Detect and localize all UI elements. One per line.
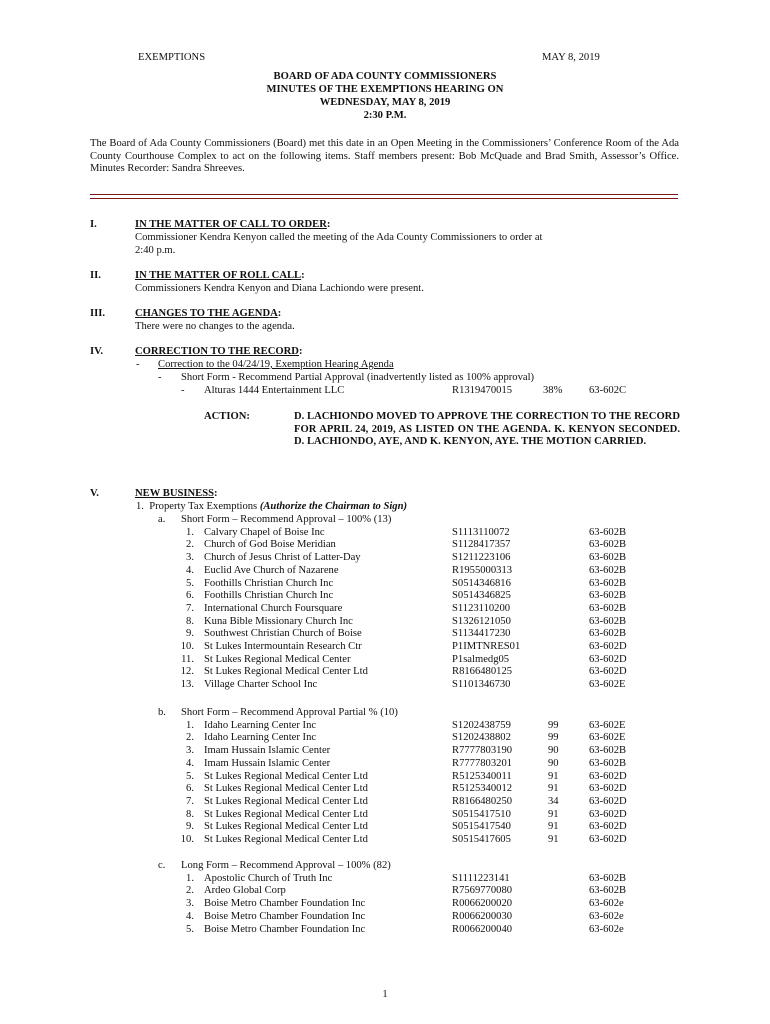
row-code: 63-602B [589, 615, 627, 627]
row-number: 9. [186, 821, 194, 833]
row-name: Church of God Boise Meridian [204, 539, 336, 551]
action-label: ACTION: [204, 411, 250, 422]
row-percent: 90 [548, 757, 559, 769]
row-name: St Lukes Regional Medical Center Ltd [204, 821, 368, 833]
row-code: 63-602D [589, 783, 627, 795]
row-number: 13. [180, 679, 194, 691]
row-name: Southwest Christian Church of Boise [204, 628, 362, 640]
row-name: Foothills Christian Church Inc [204, 590, 334, 602]
section-body: There were no changes to the agenda. [135, 321, 295, 332]
row-number: 5. [186, 770, 194, 782]
row-code: 63-602B [589, 757, 627, 769]
correction-item-name: Alturas 1444 Entertainment LLC [204, 385, 345, 396]
row-parcel: S0514346825 [452, 590, 511, 602]
row-name: Imam Hussain Islamic Center [204, 745, 331, 757]
row-number: 2. [186, 885, 194, 897]
row-code: 63-602D [589, 641, 627, 652]
row-code: 63-602B [589, 602, 627, 614]
row-number: 10. [180, 641, 194, 652]
row-name: St Lukes Regional Medical Center Ltd [204, 834, 368, 845]
header-date: MAY 8, 2019 [542, 52, 600, 63]
row-name: Euclid Ave Church of Nazarene [204, 564, 339, 576]
row-name: International Church Foursquare [204, 602, 343, 614]
row-parcel: R7569770080 [452, 885, 513, 897]
row-name: Church of Jesus Christ of Latter-Day [204, 552, 361, 564]
row-name: Village Charter School Inc [204, 679, 318, 691]
row-number: 7. [186, 602, 194, 614]
row-percent: 90 [548, 745, 559, 757]
row-parcel: S1101346730 [452, 679, 511, 691]
section-number: V. [90, 488, 99, 499]
row-code: 63-602E [589, 679, 626, 691]
bullet-dash: - [158, 372, 162, 383]
bullet-dash: - [136, 359, 140, 370]
row-code: 63-602B [589, 628, 627, 640]
row-percent: 99 [548, 719, 559, 731]
row-name: Idaho Learning Center Inc [204, 732, 317, 744]
row-parcel: S1326121050 [452, 615, 511, 627]
row-code: 63-602e [589, 910, 624, 922]
correction-line: Correction to the 04/24/19, Exemption Hearing Agenda [158, 359, 394, 370]
row-percent: 99 [548, 732, 559, 744]
row-code: 63-602B [589, 590, 627, 602]
row-number: 8. [186, 615, 194, 627]
row-code: 63-602B [589, 539, 627, 551]
row-code: 63-602D [589, 821, 627, 833]
intro-paragraph: The Board of Ada County Commissioners (Board) met this date in an Open Meeting in the Commissioners’ Conference Room of the Ada County Courthouse Complex to act on the following items. Staff members present: Bob McQuade and Brad Smith, Assessor’s Office. Minutes Recorder: Sandra Shreeves. [90, 138, 679, 175]
title-line: 2:30 P.M. [363, 110, 407, 121]
row-parcel: S1202438802 [452, 732, 511, 744]
row-parcel: R8166480250 [452, 795, 513, 807]
row-number: 4. [186, 757, 194, 769]
row-parcel: S1128417357 [452, 539, 511, 551]
section-heading: NEW BUSINESS: [135, 488, 218, 499]
section-number: I. [90, 219, 97, 230]
row-name: Boise Metro Chamber Foundation Inc [204, 898, 366, 910]
row-parcel: S1123110200 [452, 602, 511, 614]
group-title: Short Form – Recommend Approval – 100% (13) [181, 514, 392, 525]
row-parcel: S0515417510 [452, 808, 511, 820]
row-code: 63-602D [589, 795, 627, 807]
row-parcel: P1salmedg05 [452, 653, 510, 665]
group-title: Long Form – Recommend Approval – 100% (82) [181, 860, 391, 871]
correction-item-pct: 38% [543, 385, 563, 396]
row-number: 3. [186, 552, 194, 564]
row-number: 1. [186, 526, 194, 538]
bullet-dash: - [181, 385, 185, 396]
row-percent: 91 [548, 808, 559, 820]
row-code: 63-602B [589, 526, 627, 538]
row-name: St Lukes Regional Medical Center Ltd [204, 770, 368, 782]
row-percent: 91 [548, 821, 559, 833]
row-code: 63-602B [589, 564, 627, 576]
row-name: Idaho Learning Center Inc [204, 719, 317, 731]
page-number: 1 [382, 989, 388, 1000]
row-number: 5. [186, 577, 194, 589]
row-percent: 91 [548, 783, 559, 795]
row-name: Apostolic Church of Truth Inc [204, 872, 333, 884]
row-code: 63-602D [589, 834, 627, 845]
row-number: 9. [186, 628, 194, 640]
row-number: 12. [180, 666, 194, 678]
row-parcel: S1202438759 [452, 719, 511, 731]
correction-item-parcel: R1319470015 [452, 385, 513, 396]
group-letter: a. [158, 514, 166, 525]
correction-item-code: 63-602C [589, 385, 627, 396]
row-parcel: R0066200040 [452, 923, 513, 935]
section-body: 2:40 p.m. [135, 245, 176, 256]
section-number: III. [90, 308, 106, 319]
row-number: 2. [186, 732, 194, 744]
title-line: BOARD OF ADA COUNTY COMMISSIONERS [273, 71, 497, 82]
section-body: Commissioner Kendra Kenyon called the meeting of the Ada County Commissioners to order at [135, 232, 543, 243]
row-code: 63-602e [589, 898, 624, 910]
row-percent: 91 [548, 770, 559, 782]
row-parcel: R0066200030 [452, 910, 513, 922]
group-title: Short Form – Recommend Approval Partial % (10) [181, 707, 398, 718]
row-name: Calvary Chapel of Boise Inc [204, 526, 325, 538]
row-percent: 34 [548, 795, 559, 807]
row-parcel: R8166480125 [452, 666, 513, 678]
section-number: IV. [90, 346, 104, 357]
row-code: 63-602B [589, 745, 627, 757]
row-code: 63-602B [589, 872, 627, 884]
title-line: WEDNESDAY, MAY 8, 2019 [319, 97, 451, 108]
row-number: 3. [186, 745, 194, 757]
row-name: St Lukes Regional Medical Center Ltd [204, 666, 368, 678]
row-number: 6. [186, 590, 194, 602]
short-form-line: Short Form - Recommend Partial Approval (inadvertently listed as 100% approval) [181, 372, 535, 383]
row-parcel: S1134417230 [452, 628, 511, 640]
title-line: MINUTES OF THE EXEMPTIONS HEARING ON [266, 84, 504, 95]
row-name: Boise Metro Chamber Foundation Inc [204, 923, 366, 935]
row-code: 63-602E [589, 732, 626, 744]
row-parcel: R7777803201 [452, 757, 513, 769]
row-code: 63-602D [589, 770, 627, 782]
row-code: 63-602D [589, 653, 627, 665]
row-code: 63-602B [589, 552, 627, 564]
row-number: 7. [186, 795, 194, 807]
row-parcel: S0515417605 [452, 834, 511, 845]
row-parcel: S0515417540 [452, 821, 511, 833]
row-number: 6. [186, 783, 194, 795]
section-body: Commissioners Kendra Kenyon and Diana Lachiondo were present. [135, 283, 424, 294]
row-parcel: R1955000313 [452, 564, 513, 576]
section-heading: CHANGES TO THE AGENDA: [135, 308, 282, 319]
row-number: 5. [186, 923, 194, 935]
group-letter: b. [158, 707, 166, 718]
row-number: 8. [186, 808, 194, 820]
row-name: St Lukes Regional Medical Center [204, 653, 351, 665]
section-heading: IN THE MATTER OF ROLL CALL: [135, 270, 305, 281]
row-name: Ardeo Global Corp [204, 885, 286, 897]
row-number: 1. [186, 872, 194, 884]
row-parcel: S1211223106 [452, 552, 511, 564]
row-name: St Lukes Regional Medical Center Ltd [204, 795, 368, 807]
row-number: 11. [181, 653, 194, 665]
action-text: D. LACHIONDO MOVED TO APPROVE THE CORRECTION TO THE RECORD FOR APRIL 24, 2019, AS LISTED ON THE AGENDA. K. KENYON SECONDED. D. LACHIONDO, AYE, AND K. KENYON, AYE. THE MOTION CARRIED. [294, 411, 680, 448]
row-number: 4. [186, 564, 194, 576]
header-left: EXEMPTIONS [138, 52, 206, 63]
row-parcel: R5125340011 [452, 770, 512, 782]
row-parcel: S0514346816 [452, 577, 511, 589]
row-code: 63-602B [589, 577, 627, 589]
section-heading: CORRECTION TO THE RECORD: [135, 346, 303, 357]
row-parcel: R5125340012 [452, 783, 513, 795]
property-tax-line: 1. Property Tax Exemptions (Authorize the Chairman to Sign) [136, 501, 408, 512]
row-code: 63-602e [589, 923, 624, 935]
row-code: 63-602B [589, 885, 627, 897]
row-percent: 91 [548, 834, 559, 845]
group-letter: c. [158, 860, 166, 871]
row-name: Kuna Bible Missionary Church Inc [204, 615, 353, 627]
row-number: 2. [186, 539, 194, 551]
row-number: 4. [186, 910, 194, 922]
row-parcel: S1111223141 [452, 872, 510, 884]
row-code: 63-602D [589, 808, 627, 820]
section-heading: IN THE MATTER OF CALL TO ORDER: [135, 219, 331, 230]
row-code: 63-602D [589, 666, 627, 678]
row-name: St Lukes Intermountain Research Ctr [204, 641, 362, 652]
row-name: Boise Metro Chamber Foundation Inc [204, 910, 366, 922]
divider-rule [90, 198, 678, 199]
row-parcel: P1IMTNRES01 [452, 641, 521, 652]
row-parcel: R0066200020 [452, 898, 513, 910]
row-name: Foothills Christian Church Inc [204, 577, 334, 589]
row-number: 1. [186, 719, 194, 731]
row-name: St Lukes Regional Medical Center Ltd [204, 808, 368, 820]
row-code: 63-602E [589, 719, 626, 731]
divider-rule [90, 194, 678, 195]
row-name: Imam Hussain Islamic Center [204, 757, 331, 769]
section-number: II. [90, 270, 101, 281]
row-parcel: R7777803190 [452, 745, 513, 757]
row-parcel: S1113110072 [452, 526, 510, 538]
row-name: St Lukes Regional Medical Center Ltd [204, 783, 368, 795]
row-number: 10. [180, 834, 194, 845]
row-number: 3. [186, 898, 194, 910]
